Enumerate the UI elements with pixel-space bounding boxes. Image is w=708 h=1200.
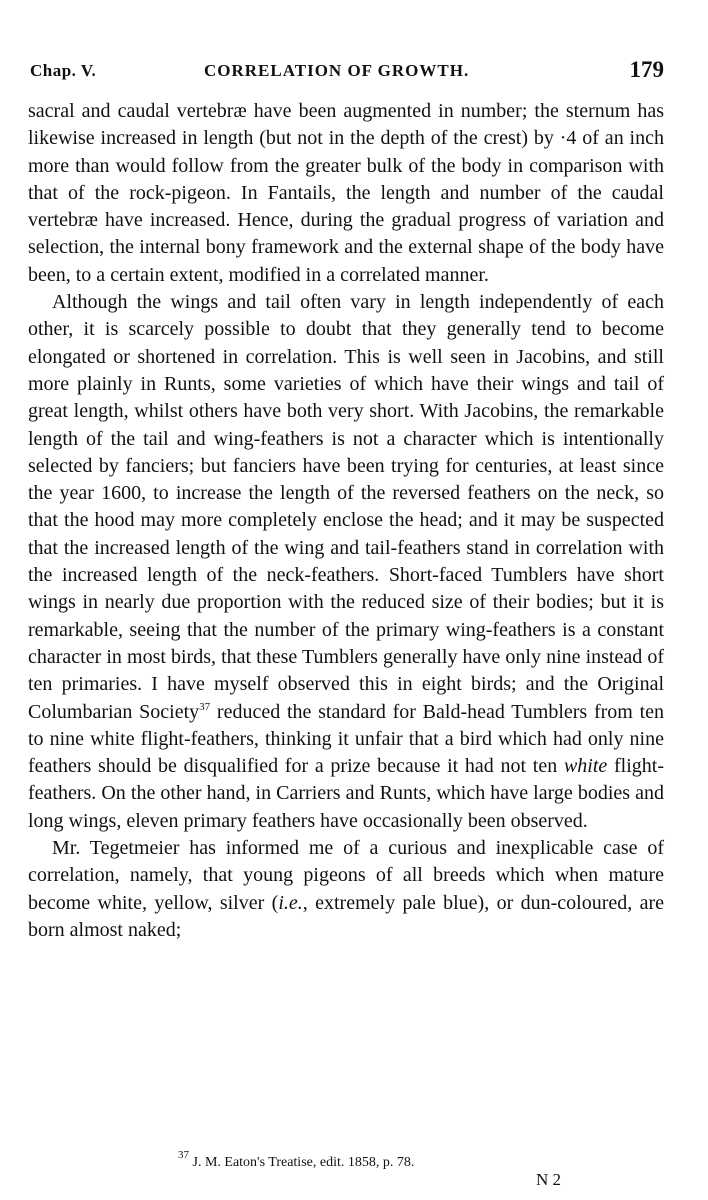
paragraph-2-text: Although the wings and tail often vary in length independently of each other, it is scarcely possible to doubt that they generally tend to become elongated or shortened in correlation. This is well seen in Jacobins, and still more plainly in Runts, some varieties of which have their wings and tail of great length, whilst others have both very short. With Jacobins, the remarkable length of the tail and wing-feathers is not a character which is intentionally selected by fanciers; but fanciers have been trying for centuries, at least since the year 1600, to increase the length of the reversed feathers on the neck, so that the hood may more completely enclose the head; and it may be suspected that the increased length of the wing and tail-feathers stand in correlation with the increased length of the neck-feathers. Short-faced Tumblers have short wings in nearly due proportion with the reduced size of their bodies; but it is remarkable, seeing that the number of the primary wing-feathers is a constant character in most birds, that these Tumblers generally have only nine instead of ten primaries. I have myself observed this in eight birds; and the Original Columbarian Society [28, 291, 664, 723]
paragraph-3-text: Mr. Tegetmeier has informed me of a curious and inexplicable case of correlation, namely, that young pigeons of all breeds which when mature become white, yellow, silver ( [28, 837, 664, 914]
chapter-label: Chap. V. [30, 61, 97, 80]
paragraph-2-continued: reduced the standard for Bald-head Tumblers from ten to nine white flight-feathers, thinking it unfair that a bird which had only nine feathers should be disqualified for a prize because it had not ten [28, 700, 664, 778]
page-number: 179 [629, 57, 664, 82]
emphasis-white: white [563, 755, 608, 778]
paragraph-1 [28, 98, 664, 289]
footnote-reference[interactable]: 37 [199, 700, 211, 713]
paragraph-3-comma: , [302, 891, 308, 914]
footnote-text: J. M. Eaton's Treatise, edit. 1858, p. 78. [189, 1155, 415, 1170]
signature-mark: N 2 [536, 1170, 562, 1189]
paragraph-3-end: extremely pale blue), or dun-coloured, are born almost naked; [28, 891, 665, 941]
paragraph-2 [28, 289, 664, 835]
paragraph-3 [28, 835, 664, 944]
running-header [28, 57, 664, 87]
footnote [178, 1149, 415, 1171]
footnote-number: 37 [178, 1149, 189, 1161]
body-text [28, 98, 664, 944]
running-title: CORRELATION OF GROWTH. [204, 61, 470, 80]
abbreviation-ie: i.e. [278, 891, 303, 914]
book-page [28, 0, 664, 1200]
paragraph-1-text: sacral and caudal vertebræ have been augmented in number; the sternum has likewise increased in length (but not in the depth of the crest) by ·4 of an inch more than would follow from the greater bulk of the body in comparison with that of the rock-pigeon. In Fantails, the length and number of the caudal vertebræ have increased. Hence, during the gradual progress of variation and selection, the internal bony framework and the external shape of the body have been, to a certain extent, modified in a correlated manner. [28, 100, 664, 286]
paragraph-2-end: flight-feathers. On the other hand, in Carriers and Runts, which have large bodies and long wings, eleven primary feathers have occasionally been observed. [28, 755, 665, 832]
